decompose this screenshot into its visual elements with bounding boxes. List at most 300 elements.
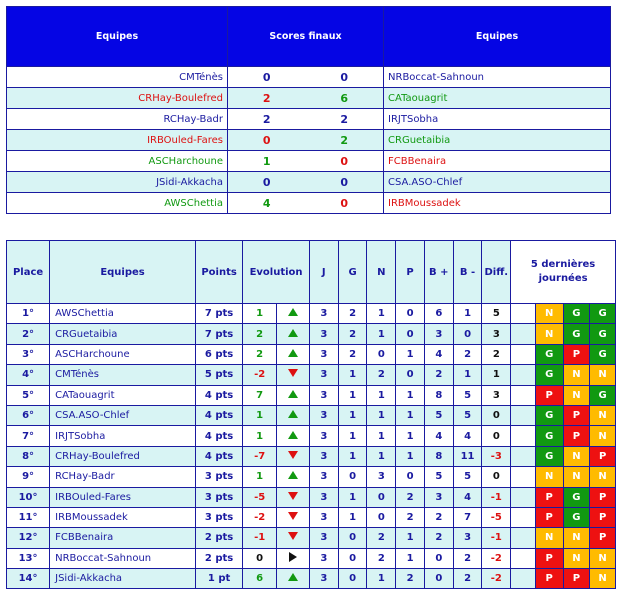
- row-last-result: G: [590, 385, 616, 405]
- row-j: 3: [309, 344, 338, 364]
- row-last-result: P: [563, 405, 590, 425]
- row-g: 2: [338, 344, 367, 364]
- row-bm: 5: [453, 467, 482, 487]
- row-bp: 3: [424, 487, 453, 507]
- row-j: 3: [309, 426, 338, 446]
- arrow-right-icon: [289, 552, 297, 562]
- result-home-score: 0: [228, 67, 306, 88]
- standings-row: [7, 344, 616, 364]
- arrow-up-icon: [288, 410, 298, 418]
- row-last-result: N: [563, 365, 590, 385]
- row-evolution-arrow: [277, 324, 310, 344]
- row-evolution-arrow: [277, 446, 310, 466]
- standings-header-row: [7, 241, 616, 304]
- row-last-result: G: [535, 426, 563, 446]
- row-diff: 1: [482, 365, 511, 385]
- row-p: 2: [396, 487, 425, 507]
- row-last-result: G: [590, 344, 616, 364]
- row-bp: 2: [424, 365, 453, 385]
- row-bp: 4: [424, 344, 453, 364]
- row-last-result: G: [590, 304, 616, 324]
- row-j: 3: [309, 569, 338, 589]
- row-evolution-value: -2: [243, 507, 277, 527]
- row-team: ASCHarchoune: [50, 344, 196, 364]
- row-j: 3: [309, 487, 338, 507]
- row-points: 2 pts: [195, 548, 242, 568]
- row-bp: 6: [424, 304, 453, 324]
- row-g: 0: [338, 548, 367, 568]
- row-evolution-value: 1: [243, 467, 277, 487]
- result-home-team: JSidi-Akkacha: [7, 172, 228, 193]
- arrow-down-icon: [288, 512, 298, 520]
- row-evolution-arrow: [277, 487, 310, 507]
- results-body: [7, 67, 611, 214]
- row-evolution-arrow: [277, 405, 310, 425]
- row-last-result: G: [535, 344, 563, 364]
- row-p: 1: [396, 446, 425, 466]
- result-away-score: 0: [306, 151, 384, 172]
- header-place: Place: [7, 241, 50, 304]
- results-table: [6, 6, 611, 214]
- row-bp: 0: [424, 548, 453, 568]
- row-evolution-value: 6: [243, 569, 277, 589]
- row-place: 3°: [7, 344, 50, 364]
- row-last5-spacer: [511, 548, 536, 568]
- row-g: 2: [338, 324, 367, 344]
- row-last-result: N: [535, 324, 563, 344]
- standings-row: [7, 324, 616, 344]
- row-place: 9°: [7, 467, 50, 487]
- row-n: 0: [367, 344, 396, 364]
- row-p: 1: [396, 548, 425, 568]
- result-row: [7, 109, 611, 130]
- row-place: 10°: [7, 487, 50, 507]
- row-bp: 8: [424, 446, 453, 466]
- arrow-up-icon: [288, 329, 298, 337]
- row-place: 2°: [7, 324, 50, 344]
- row-place: 12°: [7, 528, 50, 548]
- row-p: 1: [396, 405, 425, 425]
- row-diff: -2: [482, 548, 511, 568]
- standings-row: [7, 446, 616, 466]
- row-last-result: P: [590, 507, 616, 527]
- row-g: 2: [338, 304, 367, 324]
- standings-row: [7, 467, 616, 487]
- row-g: 1: [338, 446, 367, 466]
- row-last-result: N: [590, 426, 616, 446]
- result-row: [7, 130, 611, 151]
- row-g: 1: [338, 385, 367, 405]
- row-last-result: P: [590, 528, 616, 548]
- arrow-down-icon: [288, 369, 298, 377]
- result-home-team: CRHay-Boulefred: [7, 88, 228, 109]
- row-diff: 0: [482, 405, 511, 425]
- row-bp: 3: [424, 324, 453, 344]
- row-team: IRBOuled-Fares: [50, 487, 196, 507]
- row-n: 0: [367, 487, 396, 507]
- row-bp: 8: [424, 385, 453, 405]
- row-last-result: N: [535, 304, 563, 324]
- result-away-team: CRGuetaibia: [384, 130, 611, 151]
- row-bp: 2: [424, 528, 453, 548]
- result-home-team: RCHay-Badr: [7, 109, 228, 130]
- row-diff: -5: [482, 507, 511, 527]
- row-last5-spacer: [511, 487, 536, 507]
- row-p: 0: [396, 467, 425, 487]
- result-away-score: 0: [306, 172, 384, 193]
- row-bm: 1: [453, 304, 482, 324]
- row-j: 3: [309, 405, 338, 425]
- row-last-result: P: [535, 487, 563, 507]
- header-diff: Diff.: [482, 241, 511, 304]
- row-diff: 0: [482, 426, 511, 446]
- header-team: Equipes: [50, 241, 196, 304]
- row-evolution-value: 1: [243, 405, 277, 425]
- row-p: 1: [396, 344, 425, 364]
- result-away-score: 0: [306, 193, 384, 214]
- result-row: [7, 172, 611, 193]
- row-bm: 0: [453, 324, 482, 344]
- result-away-team: IRBMoussadek: [384, 193, 611, 214]
- row-team: AWSChettia: [50, 304, 196, 324]
- row-evolution-arrow: [277, 304, 310, 324]
- row-p: 1: [396, 385, 425, 405]
- standings-body: [7, 304, 616, 589]
- result-row: [7, 193, 611, 214]
- row-team: IRJTSobha: [50, 426, 196, 446]
- row-g: 1: [338, 487, 367, 507]
- header-points: Points: [195, 241, 242, 304]
- row-team: FCBBenaira: [50, 528, 196, 548]
- result-away-team: CSA.ASO-Chlef: [384, 172, 611, 193]
- standings-row: [7, 426, 616, 446]
- row-n: 1: [367, 385, 396, 405]
- results-header-score: Scores finaux: [228, 7, 384, 67]
- header-evolution: Evolution: [243, 241, 310, 304]
- row-last5-spacer: [511, 528, 536, 548]
- row-last5-spacer: [511, 324, 536, 344]
- row-bp: 5: [424, 405, 453, 425]
- arrow-up-icon: [288, 471, 298, 479]
- row-points: 4 pts: [195, 385, 242, 405]
- row-evolution-arrow: [277, 528, 310, 548]
- arrow-up-icon: [288, 431, 298, 439]
- row-evolution-value: -5: [243, 487, 277, 507]
- row-diff: 2: [482, 344, 511, 364]
- row-place: 6°: [7, 405, 50, 425]
- row-points: 1 pt: [195, 569, 242, 589]
- row-last-result: N: [563, 385, 590, 405]
- row-last-result: G: [535, 365, 563, 385]
- results-header-home: Equipes: [7, 7, 228, 67]
- row-team: JSidi-Akkacha: [50, 569, 196, 589]
- result-away-score: 0: [306, 67, 384, 88]
- row-j: 3: [309, 548, 338, 568]
- row-diff: 5: [482, 304, 511, 324]
- row-evolution-value: -7: [243, 446, 277, 466]
- row-g: 1: [338, 507, 367, 527]
- row-team: RCHay-Badr: [50, 467, 196, 487]
- standings-table: [6, 240, 616, 589]
- standings-row: [7, 405, 616, 425]
- result-home-score: 0: [228, 130, 306, 151]
- row-bm: 2: [453, 569, 482, 589]
- row-bm: 4: [453, 426, 482, 446]
- row-last-result: N: [590, 405, 616, 425]
- row-last5-spacer: [511, 385, 536, 405]
- row-last-result: N: [535, 467, 563, 487]
- result-home-score: 2: [228, 88, 306, 109]
- row-last-result: P: [535, 385, 563, 405]
- row-bm: 3: [453, 528, 482, 548]
- row-j: 3: [309, 507, 338, 527]
- row-n: 2: [367, 548, 396, 568]
- result-away-team: CATaouagrit: [384, 88, 611, 109]
- row-evolution-value: 2: [243, 344, 277, 364]
- row-last5-spacer: [511, 405, 536, 425]
- row-p: 2: [396, 507, 425, 527]
- row-last-result: G: [563, 487, 590, 507]
- row-last5-spacer: [511, 365, 536, 385]
- header-n: N: [367, 241, 396, 304]
- row-n: 1: [367, 324, 396, 344]
- row-team: CMTénès: [50, 365, 196, 385]
- row-last5-spacer: [511, 467, 536, 487]
- result-home-score: 1: [228, 151, 306, 172]
- row-bm: 2: [453, 548, 482, 568]
- row-bp: 5: [424, 467, 453, 487]
- row-diff: 3: [482, 385, 511, 405]
- row-points: 5 pts: [195, 365, 242, 385]
- results-header-away: Equipes: [384, 7, 611, 67]
- row-evolution-value: 1: [243, 304, 277, 324]
- header-bp: B +: [424, 241, 453, 304]
- header-bm: B -: [453, 241, 482, 304]
- row-team: IRBMoussadek: [50, 507, 196, 527]
- row-g: 0: [338, 569, 367, 589]
- row-j: 3: [309, 365, 338, 385]
- row-evolution-arrow: [277, 548, 310, 568]
- row-diff: -3: [482, 446, 511, 466]
- row-last-result: P: [535, 548, 563, 568]
- result-home-team: IRBOuled-Fares: [7, 130, 228, 151]
- row-last-result: N: [590, 569, 616, 589]
- arrow-up-icon: [288, 349, 298, 357]
- row-points: 2 pts: [195, 528, 242, 548]
- row-last-result: G: [535, 446, 563, 466]
- row-last-result: P: [590, 446, 616, 466]
- row-points: 7 pts: [195, 304, 242, 324]
- row-last5-spacer: [511, 569, 536, 589]
- row-bm: 5: [453, 385, 482, 405]
- row-last-result: P: [563, 344, 590, 364]
- row-last-result: P: [563, 569, 590, 589]
- row-last5-spacer: [511, 344, 536, 364]
- row-p: 0: [396, 304, 425, 324]
- result-home-score: 0: [228, 172, 306, 193]
- row-last5-spacer: [511, 446, 536, 466]
- result-row: [7, 88, 611, 109]
- arrow-up-icon: [288, 390, 298, 398]
- standings-row: [7, 569, 616, 589]
- row-last-result: G: [563, 304, 590, 324]
- row-diff: -2: [482, 569, 511, 589]
- row-n: 1: [367, 405, 396, 425]
- row-bm: 4: [453, 487, 482, 507]
- row-bm: 11: [453, 446, 482, 466]
- row-n: 2: [367, 528, 396, 548]
- result-away-score: 2: [306, 130, 384, 151]
- row-last-result: G: [563, 507, 590, 527]
- arrow-down-icon: [288, 492, 298, 500]
- row-evolution-value: 0: [243, 548, 277, 568]
- row-p: 1: [396, 426, 425, 446]
- row-g: 0: [338, 467, 367, 487]
- row-last-result: P: [535, 507, 563, 527]
- row-bp: 0: [424, 569, 453, 589]
- row-place: 13°: [7, 548, 50, 568]
- row-evolution-value: 1: [243, 426, 277, 446]
- row-bm: 5: [453, 405, 482, 425]
- row-evolution-arrow: [277, 426, 310, 446]
- row-last5-spacer: [511, 426, 536, 446]
- row-g: 1: [338, 405, 367, 425]
- row-evolution-arrow: [277, 365, 310, 385]
- row-j: 3: [309, 304, 338, 324]
- row-last-result: N: [563, 446, 590, 466]
- row-last-result: N: [563, 528, 590, 548]
- standings-row: [7, 548, 616, 568]
- standings-row: [7, 304, 616, 324]
- result-away-score: 6: [306, 88, 384, 109]
- row-bm: 7: [453, 507, 482, 527]
- row-j: 3: [309, 385, 338, 405]
- header-g: G: [338, 241, 367, 304]
- row-p: 0: [396, 324, 425, 344]
- result-home-team: AWSChettia: [7, 193, 228, 214]
- row-last5-spacer: [511, 304, 536, 324]
- row-last-result: G: [563, 324, 590, 344]
- header-p: P: [396, 241, 425, 304]
- row-team: CRGuetaibia: [50, 324, 196, 344]
- row-n: 0: [367, 507, 396, 527]
- header-last5-line2: journées: [538, 273, 588, 284]
- row-g: 1: [338, 365, 367, 385]
- result-home-team: ASCHarchoune: [7, 151, 228, 172]
- row-evolution-arrow: [277, 344, 310, 364]
- row-team: CRHay-Boulefred: [50, 446, 196, 466]
- row-team: CATaouagrit: [50, 385, 196, 405]
- row-points: 4 pts: [195, 405, 242, 425]
- standings-row: [7, 487, 616, 507]
- result-row: [7, 67, 611, 88]
- standings-row: [7, 528, 616, 548]
- row-last-result: P: [535, 569, 563, 589]
- row-j: 3: [309, 446, 338, 466]
- row-j: 3: [309, 528, 338, 548]
- row-bm: 1: [453, 365, 482, 385]
- header-last5: [511, 241, 616, 304]
- row-diff: -1: [482, 487, 511, 507]
- row-evolution-value: 7: [243, 385, 277, 405]
- result-home-score: 4: [228, 193, 306, 214]
- result-away-score: 2: [306, 109, 384, 130]
- row-bm: 2: [453, 344, 482, 364]
- row-g: 1: [338, 426, 367, 446]
- row-place: 11°: [7, 507, 50, 527]
- result-away-team: NRBoccat-Sahnoun: [384, 67, 611, 88]
- row-evolution-value: -2: [243, 365, 277, 385]
- row-p: 0: [396, 365, 425, 385]
- row-p: 2: [396, 569, 425, 589]
- result-away-team: IRJTSobha: [384, 109, 611, 130]
- row-diff: -1: [482, 528, 511, 548]
- row-n: 1: [367, 446, 396, 466]
- result-home-team: CMTénès: [7, 67, 228, 88]
- row-p: 1: [396, 528, 425, 548]
- row-n: 1: [367, 426, 396, 446]
- standings-row: [7, 385, 616, 405]
- arrow-up-icon: [288, 573, 298, 581]
- row-evolution-value: -1: [243, 528, 277, 548]
- row-place: 8°: [7, 446, 50, 466]
- arrow-up-icon: [288, 308, 298, 316]
- row-points: 7 pts: [195, 324, 242, 344]
- result-home-score: 2: [228, 109, 306, 130]
- standings-row: [7, 507, 616, 527]
- row-n: 2: [367, 365, 396, 385]
- row-bp: 2: [424, 507, 453, 527]
- arrow-down-icon: [288, 532, 298, 540]
- row-last-result: N: [590, 548, 616, 568]
- result-away-team: FCBBenaira: [384, 151, 611, 172]
- row-points: 4 pts: [195, 426, 242, 446]
- row-last-result: N: [535, 528, 563, 548]
- row-team: NRBoccat-Sahnoun: [50, 548, 196, 568]
- row-place: 7°: [7, 426, 50, 446]
- row-last-result: P: [563, 426, 590, 446]
- row-last-result: N: [563, 548, 590, 568]
- row-place: 14°: [7, 569, 50, 589]
- arrow-down-icon: [288, 451, 298, 459]
- header-last5-line1: 5 dernières: [530, 259, 596, 270]
- row-last-result: N: [563, 467, 590, 487]
- row-n: 3: [367, 467, 396, 487]
- row-place: 4°: [7, 365, 50, 385]
- row-g: 0: [338, 528, 367, 548]
- row-points: 3 pts: [195, 507, 242, 527]
- row-j: 3: [309, 324, 338, 344]
- row-evolution-arrow: [277, 569, 310, 589]
- row-evolution-value: 2: [243, 324, 277, 344]
- row-evolution-arrow: [277, 385, 310, 405]
- row-j: 3: [309, 467, 338, 487]
- row-evolution-arrow: [277, 467, 310, 487]
- row-points: 3 pts: [195, 487, 242, 507]
- row-last-result: N: [590, 467, 616, 487]
- standings-row: [7, 365, 616, 385]
- results-header-row: [7, 7, 611, 67]
- row-points: 3 pts: [195, 467, 242, 487]
- row-team: CSA.ASO-Chlef: [50, 405, 196, 425]
- row-place: 1°: [7, 304, 50, 324]
- row-points: 4 pts: [195, 446, 242, 466]
- row-evolution-arrow: [277, 507, 310, 527]
- row-place: 5°: [7, 385, 50, 405]
- row-bp: 4: [424, 426, 453, 446]
- row-last-result: G: [535, 405, 563, 425]
- row-points: 6 pts: [195, 344, 242, 364]
